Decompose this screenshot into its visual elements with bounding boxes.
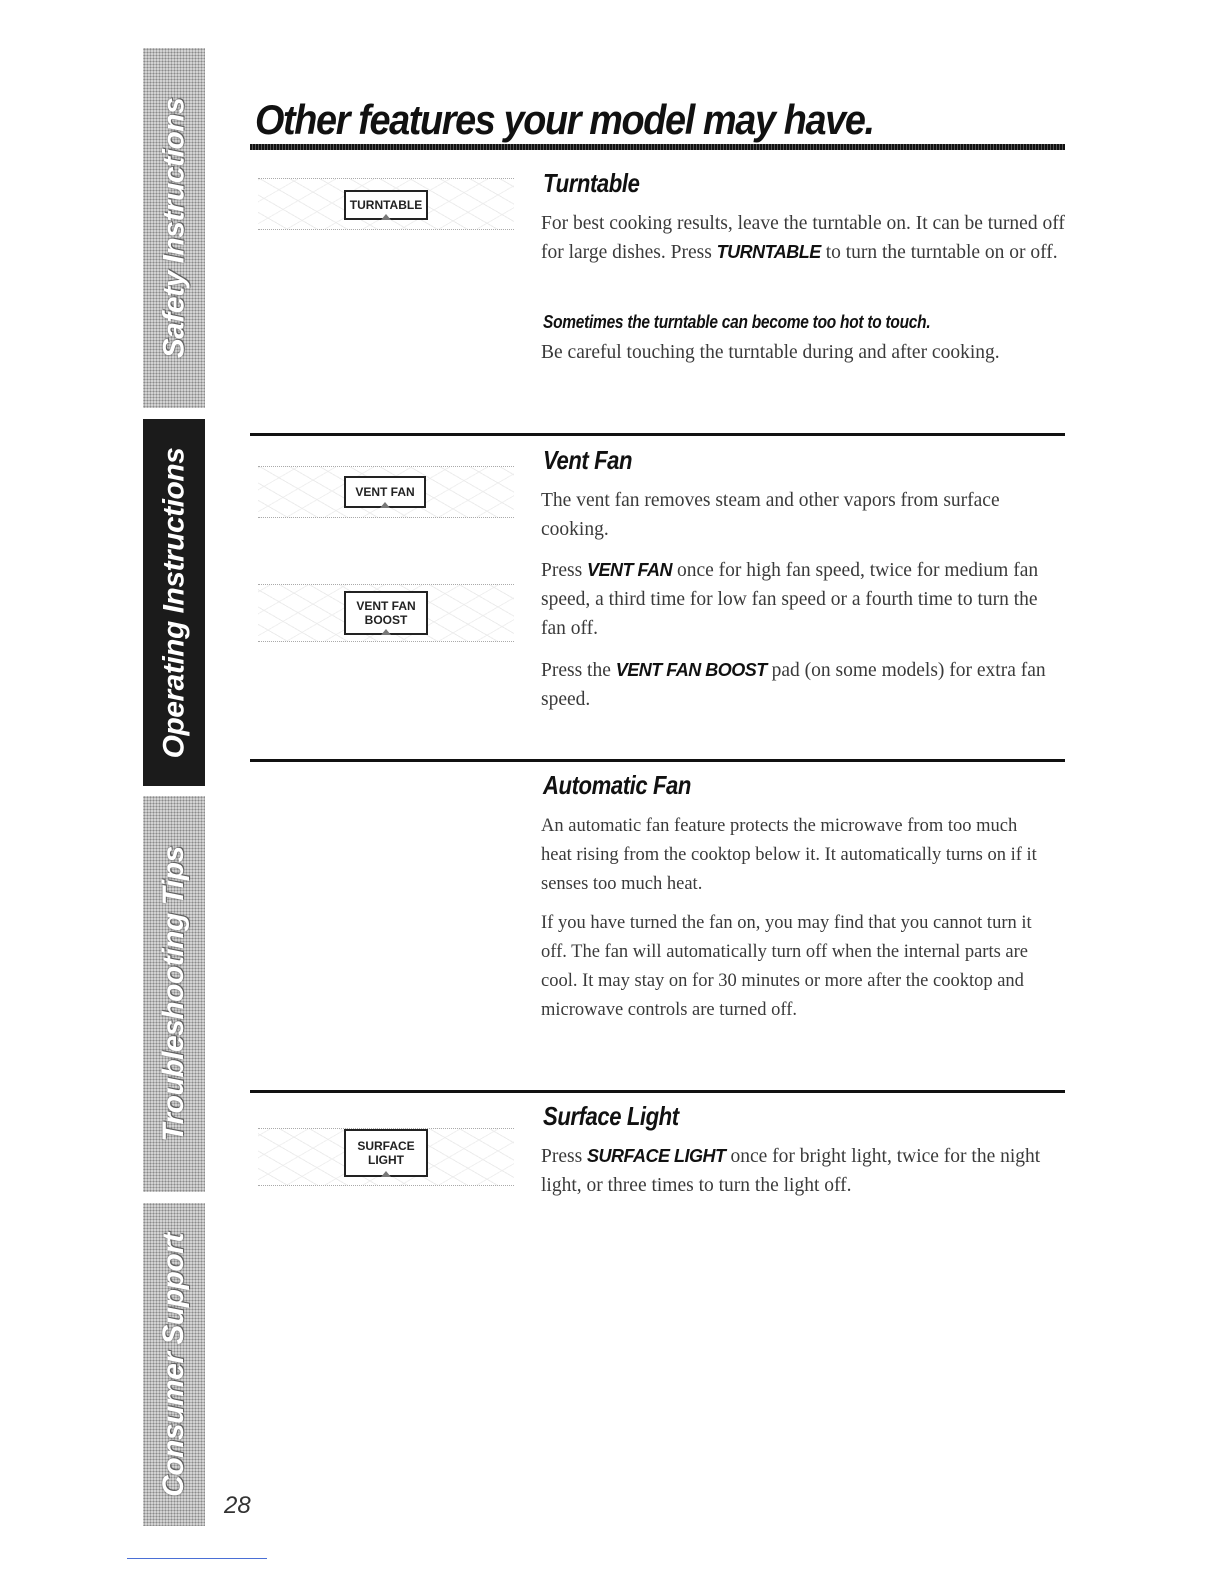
footer-line <box>127 1558 267 1559</box>
text: once for high fan speed, twice for medium fan speed, a third time for low fan speed or a fourth time to turn the fan off. <box>541 560 1039 639</box>
turntable-paragraph <box>541 209 1071 267</box>
tab-consumer-support[interactable] <box>143 1203 205 1526</box>
key-label-line-2: LIGHT <box>368 1153 404 1167</box>
text: Press <box>541 560 588 581</box>
tab-label: Safety Instructions <box>157 97 190 359</box>
turntable-keyword: TURNTABLE <box>716 242 821 262</box>
finger-press-icon <box>381 629 391 635</box>
finger-press-icon <box>380 502 390 508</box>
surface-light-panel-illustration <box>258 1128 514 1186</box>
text: pad (on some models) for extra fan speed. <box>541 660 1046 710</box>
turntable-caution-paragraph: Be careful touching the turntable during and after cooking. <box>541 342 1000 363</box>
tab-label: Consumer Support <box>157 1232 191 1497</box>
tab-label: Operating Instructions <box>157 447 191 758</box>
vent-fan-paragraph-1: The vent fan removes steam and other vapors from surface cooking. <box>541 490 1000 540</box>
tab-label: Troubleshooting Tips <box>157 846 190 1142</box>
key-label-line-1: SURFACE <box>357 1139 415 1153</box>
vent-fan-boost-keyword: VENT FAN BOOST <box>615 660 767 680</box>
surface-light-key <box>344 1129 428 1177</box>
vent-fan-keyword: VENT FAN <box>587 560 673 580</box>
section-divider <box>250 759 1065 762</box>
turntable-key <box>344 190 428 220</box>
turntable-panel-illustration <box>258 178 514 230</box>
finger-press-icon <box>381 1171 391 1177</box>
section-tabs <box>143 48 205 1526</box>
vent-fan-panel-illustration <box>258 466 514 518</box>
vent-fan-heading: Vent Fan <box>543 445 633 475</box>
automatic-fan-paragraph-2: If you have turned the fan on, you may find that you cannot turn it off. The fan will automatically turn off when the internal parts are cool. It may stay on for 30 minutes or more after the cooktop and microwave controls are turned off. <box>541 913 1032 1020</box>
key-label: VENT FAN <box>355 485 415 499</box>
text: For best cooking results, leave the turntable on. It can be turned off for large dishes. Press <box>541 213 1065 263</box>
title-rule <box>250 144 1065 150</box>
automatic-fan-heading: Automatic Fan <box>543 770 691 800</box>
section-divider <box>250 433 1065 436</box>
surface-light-paragraph <box>541 1142 1066 1200</box>
tab-operating-instructions[interactable] <box>143 419 205 786</box>
vent-fan-paragraph-2 <box>541 556 1061 643</box>
key-label-line-2: BOOST <box>364 613 408 627</box>
surface-light-heading: Surface Light <box>543 1101 679 1131</box>
finger-press-icon <box>381 214 391 220</box>
tab-safety-instructions[interactable] <box>143 48 205 408</box>
surface-light-keyword: SURFACE LIGHT <box>587 1146 726 1166</box>
section-divider <box>250 1090 1065 1093</box>
vent-fan-paragraph-3 <box>541 656 1061 714</box>
key-label-line-1: VENT FAN <box>356 599 416 613</box>
text: Press the <box>541 660 616 681</box>
tab-troubleshooting-tips[interactable] <box>143 796 205 1192</box>
text: Press <box>541 1146 588 1167</box>
text: to turn the turntable on or off. <box>820 242 1058 263</box>
key-label: TURNTABLE <box>349 198 423 212</box>
turntable-heading: Turntable <box>543 168 640 198</box>
page-title: Other features your model may have. <box>255 96 874 143</box>
page-number: 28 <box>224 1492 251 1519</box>
automatic-fan-paragraph-1: An automatic fan feature protects the microwave from too much heat rising from the cooktop below it. It automatically turns on if it senses too much heat. <box>541 816 1037 894</box>
vent-fan-boost-panel-illustration <box>258 584 514 642</box>
vent-fan-boost-key <box>344 591 428 635</box>
turntable-warning: Sometimes the turntable can become too hot to touch. <box>543 312 931 332</box>
vent-fan-key <box>344 476 426 508</box>
text: once for bright light, twice for the night light, or three times to turn the light off. <box>541 1146 1041 1196</box>
